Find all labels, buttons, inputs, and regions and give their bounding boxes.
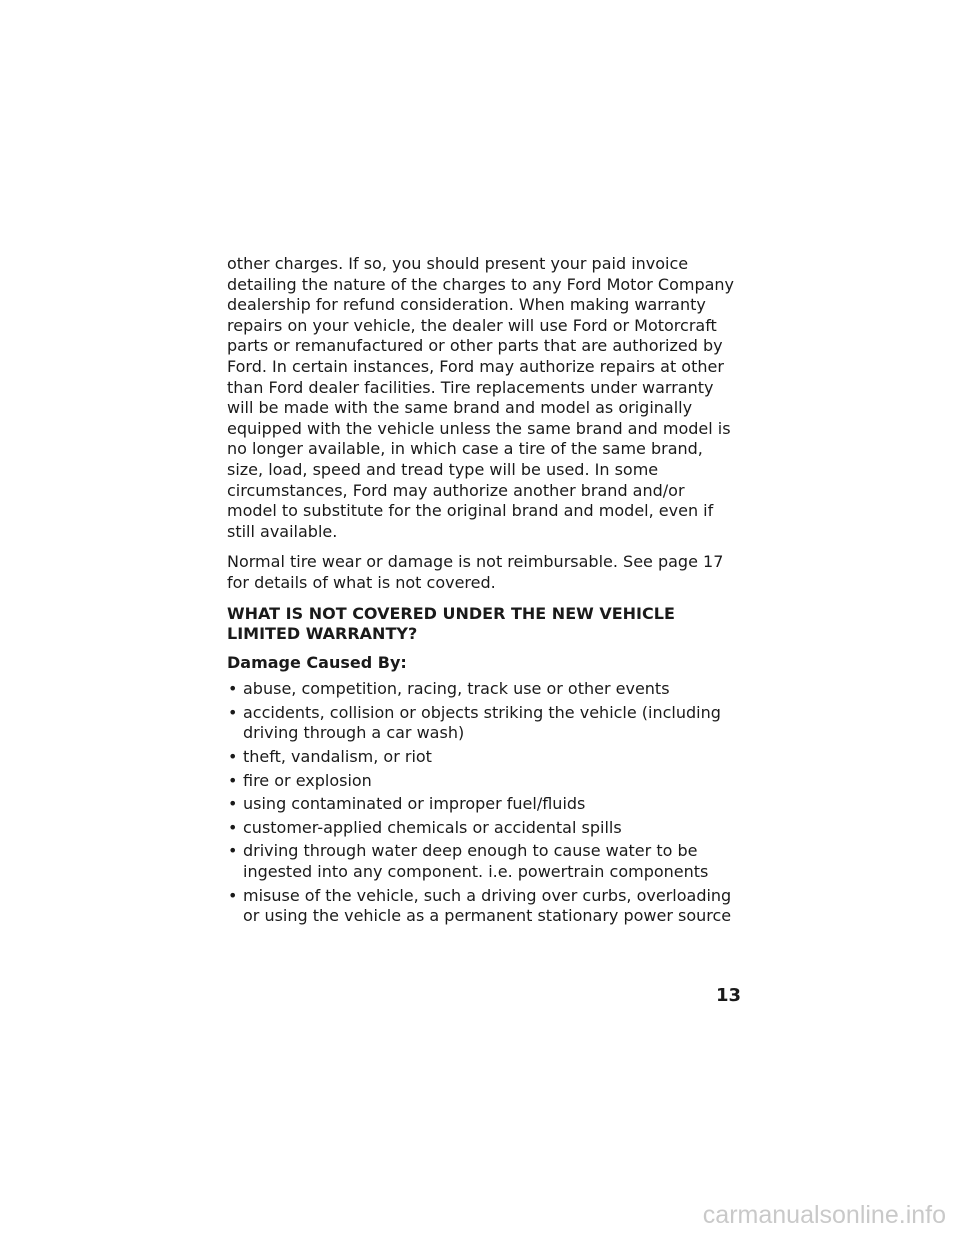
list-item [227,703,737,744]
bullet-icon: • [228,702,238,722]
list-item-text: abuse, competition, racing, track use or other events [243,679,670,699]
list-item-text: misuse of the vehicle, such a driving over curbs, overloading or using the vehicle as a permanent stationary power source [243,885,732,926]
list-item [227,841,737,882]
watermark: carmanualsonline.info [702,1201,946,1229]
list-item [227,886,737,927]
paragraph-tire-replacement: other charges. If so, you should present your paid invoice detailing the nature of the charges to any Ford Motor Company dealership for refund consideration. When making warranty repairs on your vehicle, the dealer will use Ford or Motorcraft parts or remanufactured or other parts that are authorized by Ford. In certain instances, Ford may authorize repairs at other than Ford dealer facilities. Tire replacements under warranty will be made with the same brand and model as originally equipped with the vehicle unless the same brand and model is no longer available, in which case a tire of the same brand, size, load, speed and tread type will be used. In some circumstances, Ford may authorize another brand and/or model to substitute for the original brand and model, even if still available. [227,254,735,541]
list-item-text: driving through water deep enough to cause water to be ingested into any component. i.e. powertrain components [243,841,709,882]
bullet-icon: • [228,770,238,790]
list-item [227,818,737,839]
list-item-text: theft, vandalism, or riot [243,747,432,767]
bullet-icon: • [228,679,238,699]
list-item [227,679,737,700]
list-item-text: using contaminated or improper fuel/fluids [243,794,586,814]
list-item-text: accidents, collision or objects striking the vehicle (including driving through a car wash) [243,702,721,743]
section-heading: WHAT IS NOT COVERED UNDER THE NEW VEHICLE LIMITED WARRANTY? [227,603,675,644]
list-item [227,747,737,768]
page-number: 13 [715,985,741,1006]
bullet-icon: • [228,794,238,814]
bullet-icon: • [228,747,238,767]
bullet-icon: • [228,885,238,905]
list-item [227,794,737,815]
list-item-text: customer-applied chemicals or accidental spills [243,817,622,837]
damage-list [227,679,737,927]
list-item-text: fire or explosion [243,770,372,790]
bullet-icon: • [228,841,238,861]
bullet-icon: • [228,817,238,837]
list-item [227,771,737,792]
subheading-damage-caused-by: Damage Caused By: [227,652,407,672]
paragraph-tire-wear: Normal tire wear or damage is not reimbursable. See page 17 for details of what is not covered. [227,552,724,592]
page-content [227,254,737,930]
